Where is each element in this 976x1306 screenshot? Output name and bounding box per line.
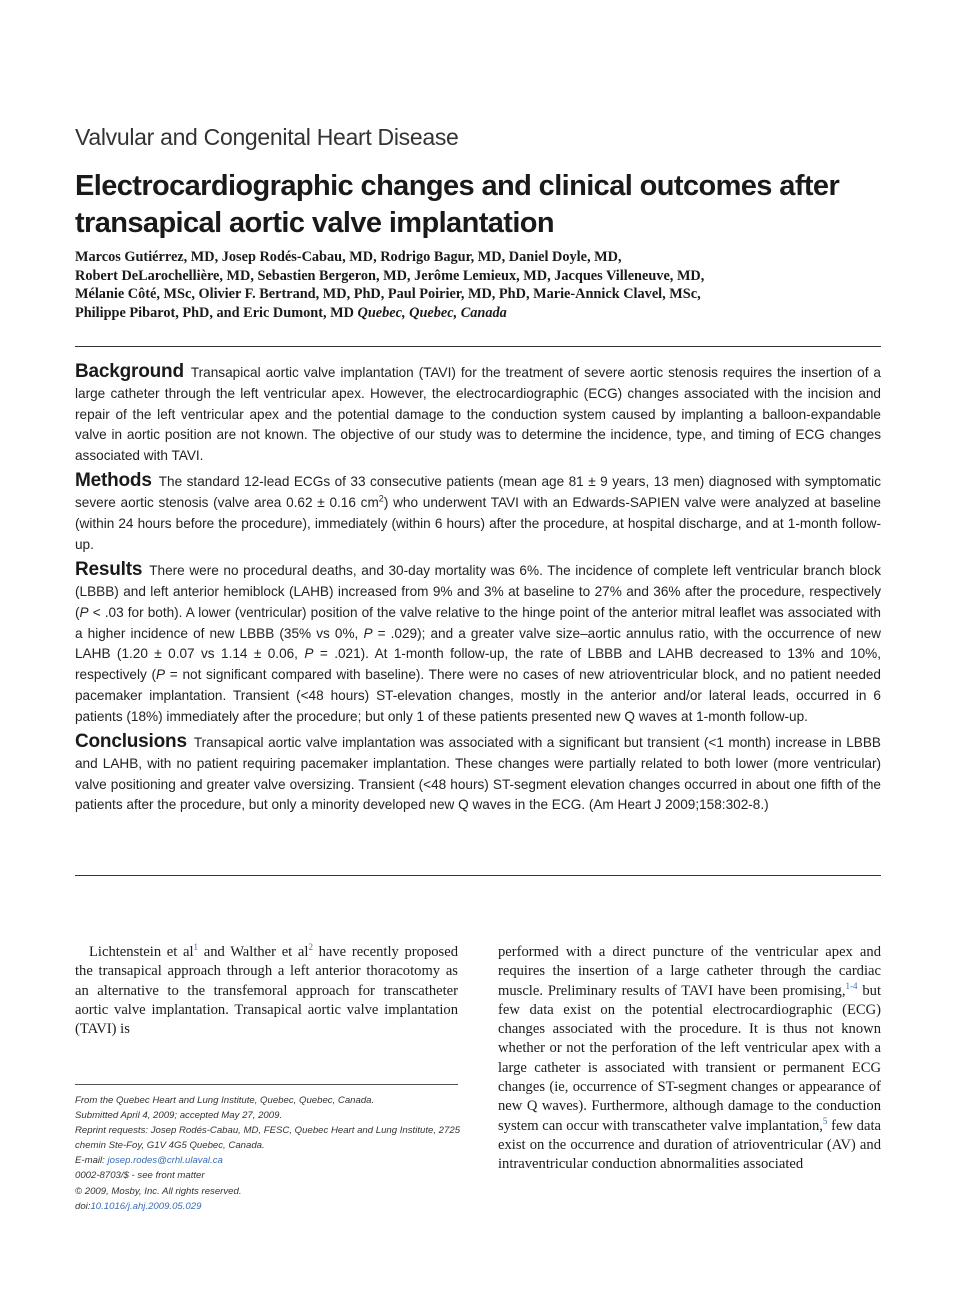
footnote-doi: [75, 1199, 465, 1214]
p-value-symbol: P: [79, 604, 89, 620]
body-paragraph: [75, 943, 458, 1039]
email-link[interactable]: josep.rodes@crhl.ulaval.ca: [107, 1155, 223, 1167]
abstract-top-rule: [75, 346, 881, 347]
author-line-last: [75, 304, 881, 323]
body-text: few data exist on the occurrence and duration of atrioventricular (AV) and intraventricular conduction abnormalities associated: [498, 1117, 881, 1173]
body-text: and Walther et al: [198, 944, 309, 960]
author-location: Quebec, Quebec, Canada: [357, 304, 507, 321]
article-title: Electrocardiographic changes and clinical outcomes after transapical aortic valve implantation: [75, 170, 840, 239]
results-text-e: = not significant compared with baseline). There were no cases of new atrioventricular block, and no patient needed pacemaker implantation. Transient (<48 hours) ST-elevation changes, mostly in the anterior and/or lateral leads, occurred in 6 patients (18%) immediately after the procedure; but only 1 of these patients presented new Q waves at 1-month follow-up.: [75, 667, 881, 724]
body-text: have recently proposed the transapical approach through a left anterior thoracotomy as an alternative to the transfemoral approach for transcatheter aortic valve implantation. Transapical aortic valve implantation (TAVI) is: [75, 944, 458, 1038]
background-text: Transapical aortic valve implantation (TAVI) for the treatment of severe aortic stenosis requires the insertion of a large catheter through the left ventricular apex. However, the electrocardiographic (ECG) changes associated with the incision and repair of the left ventricular apex and the potential damage to the conduction system caused by implanting a balloon-expandable valve in aortic position are not known. The objective of our study was to determine the incidence, type, and timing of ECG changes associated with TAVI.: [75, 365, 881, 464]
body-column-left: [75, 943, 458, 1039]
methods-heading: Methods: [75, 470, 152, 492]
footnote-issn: 0002-8703/$ - see front matter: [75, 1170, 205, 1182]
p-value-symbol: P: [304, 646, 314, 662]
email-label: E-mail:: [75, 1155, 108, 1167]
results-text-a: There were no procedural deaths, and 30-day mortality was 6%. The incidence of complete left ventricular branch block (LBBB) and left anterior hemiblock (LAHB) increased from 9% and 3% at baseline to 27% and 36% after the procedure, respectively (: [75, 563, 881, 620]
author-line-text: Philippe Pibarot, PhD, and Eric Dumont, MD: [75, 304, 354, 321]
abstract-methods: [75, 471, 881, 555]
abstract-bottom-rule: [75, 875, 881, 876]
body-paragraph: [498, 943, 881, 1175]
reference-link[interactable]: 5: [822, 1115, 828, 1126]
doi-label: doi:: [75, 1200, 91, 1212]
author-line: Mélanie Côté, MSc, Olivier F. Bertrand, MD, PhD, Paul Poirier, MD, PhD, Marie-Annick Clavel, MSc,: [75, 286, 701, 302]
body-text: Lichtenstein et al: [89, 944, 194, 960]
reference-link[interactable]: 1: [193, 942, 199, 953]
abstract-results: [75, 560, 881, 727]
reference-link[interactable]: 2: [308, 942, 313, 953]
doi-link[interactable]: 10.1016/j.ahj.2009.05.029: [90, 1200, 202, 1212]
author-line: Marcos Gutiérrez, MD, Josep Rodés-Cabau, MD, Rodrigo Bagur, MD, Daniel Doyle, MD,: [75, 249, 622, 265]
body-text: but few data exist on the potential electrocardiographic (ECG) changes associated with the procedure. It is thus not known whether or not the perforation of the left ventricular apex with a large catheter is associated with transient or permanent ECG changes (ie, occurrence of ST-segment changes or appearance of new Q waves). Furthermore, although damage to the conduction system can occur with transcatheter valve implantation,: [498, 982, 882, 1134]
section-label: Valvular and Congenital Heart Disease: [75, 124, 459, 150]
footnotes: [75, 1093, 465, 1214]
abstract-conclusions: [75, 732, 881, 816]
footnote-rule: [75, 1084, 458, 1085]
abstract: [75, 362, 881, 821]
conclusions-text: Transapical aortic valve implantation was associated with a significant but transient (<1 month) increase in LBBB and LAHB, with no patient requiring pacemaker implantation. These changes were partially related to both lower (more ventricular) valve positioning and greater valve oversizing. Transient (<48 hours) ST-segment elevation changes occurred in about one fifth of the patients after the procedure, but only a minority developed new Q waves in the ECG. (Am Heart J 2009;158:302-8.): [75, 735, 881, 813]
body-column-right: [498, 943, 881, 1175]
body-text: performed with a direct puncture of the ventricular apex and requires the insertion of a large catheter through the cardiac muscle. Preliminary results of TAVI have been promising,: [498, 944, 881, 999]
results-text-c: = .029); and a greater valve size–aortic annulus ratio, with the occurrence of new LAHB (1.20 ± 0.07 vs 1.14 ± 0.06,: [75, 625, 882, 662]
footnote-copyright: © 2009, Mosby, Inc. All rights reserved.: [75, 1185, 242, 1197]
author-line: Robert DeLarochellière, MD, Sebastien Bergeron, MD, Jerôme Lemieux, MD, Jacques Villeneuve, MD,: [75, 267, 705, 284]
footnote-affiliation: From the Quebec Heart and Lung Institute, Quebec, Quebec, Canada.: [75, 1095, 375, 1106]
p-value-symbol: P: [156, 667, 166, 683]
footnote-email: [75, 1153, 465, 1168]
p-value-symbol: P: [363, 625, 373, 641]
footnote-dates: Submitted April 4, 2009; accepted May 27, 2009.: [75, 1110, 283, 1122]
results-text-b: < .03 for both). A lower (ventricular) position of the valve relative to the hinge point of the anterior mitral leaflet was associated with a higher incidence of new LBBB (35% vs 0%,: [75, 604, 881, 641]
reference-link[interactable]: 1-4: [845, 980, 858, 991]
methods-text-a: The standard 12-lead ECGs of 33 consecutive patients (mean age 81 ± 9 years, 13 men) diagnosed with symptomatic severe aortic stenosis (valve area 0.62 ± 0.16 cm: [75, 474, 881, 511]
methods-text-b: ) who underwent TAVI with an Edwards-SAPIEN valve were analyzed at baseline (within 24 hours before the procedure), immediately (within 6 hours) after the procedure, at hospital discharge, and at 1-month follow-up.: [75, 495, 881, 552]
conclusions-heading: Conclusions: [75, 731, 187, 753]
abstract-background: [75, 362, 881, 467]
author-list: [75, 248, 881, 322]
results-text-d: = .021). At 1-month follow-up, the rate of LBBB and LAHB decreased to 13% and 10%, respectively (: [75, 646, 882, 683]
background-heading: Background: [75, 361, 184, 382]
methods-superscript: 2: [378, 493, 384, 504]
footnote-reprints: Reprint requests: Josep Rodés-Cabau, MD, FESC, Quebec Heart and Lung Institute, 2725 chemin Ste-Foy, G1V 4G5 Quebec, Canada.: [75, 1125, 461, 1152]
results-heading: Results: [75, 559, 143, 581]
